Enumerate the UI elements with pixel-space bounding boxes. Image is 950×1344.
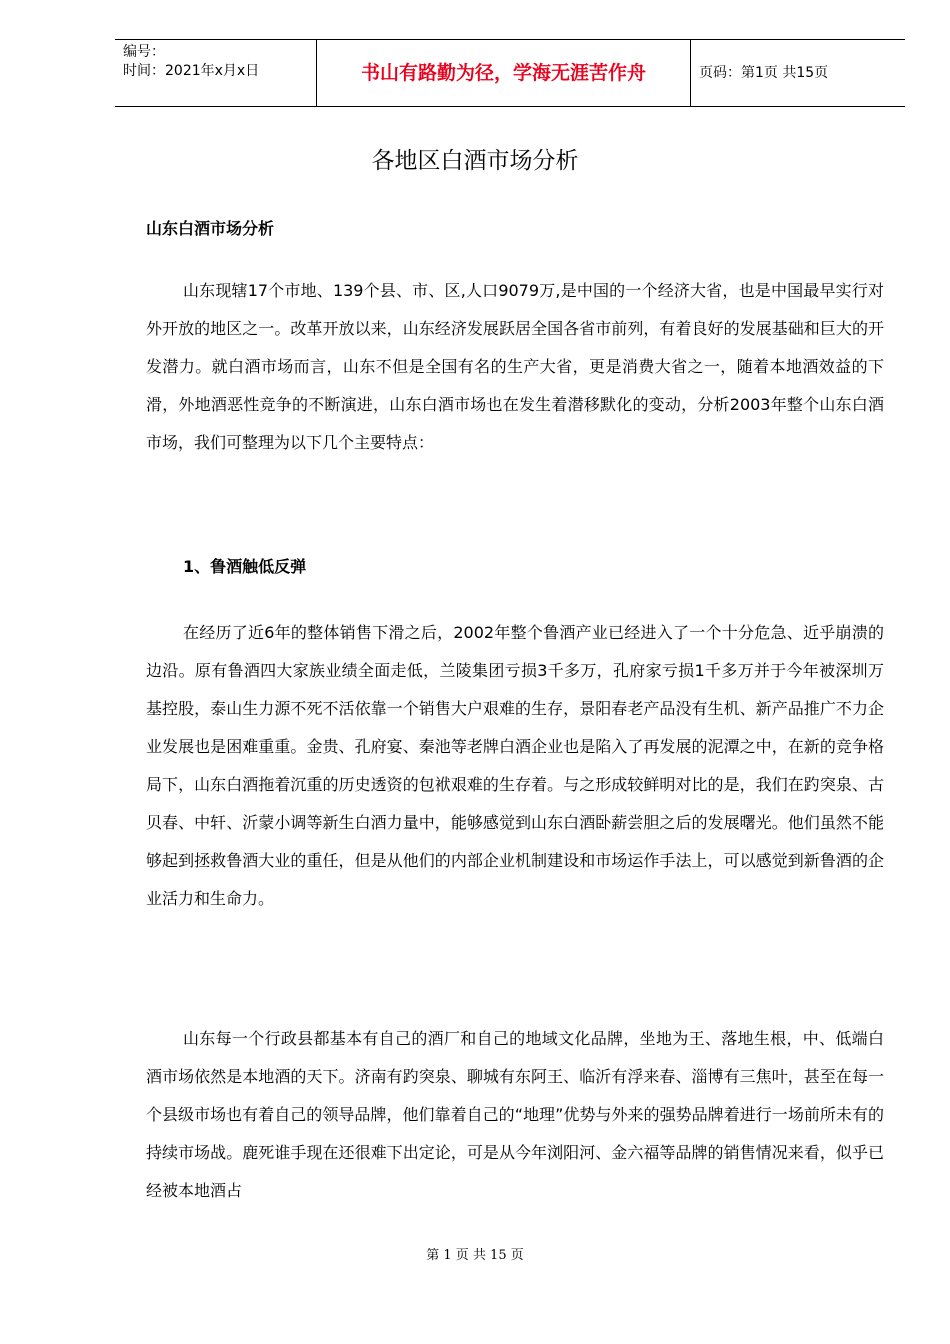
- document-title: 各地区白酒市场分析: [371, 148, 579, 174]
- paragraph-2: 在经历了近6年的整体销售下滑之后，2002年整个鲁酒产业已经进入了一个十分危急、近乎崩溃的边沿。原有鲁酒四大家族业绩全面走低，兰陵集团亏损3千多万，孔府家亏损1千多万并于今年被深圳万基控股，泰山生力源不死不活依靠一个销售大户艰难的生存，景阳春老产品没有生机、新产品推广不力企业发展也是困难重重。金贵、孔府宴、秦池等老牌白酒企业也是陷入了再发展的泥潭之中，在新的竞争格局下，山东白酒拖着沉重的历史透资的包袱艰难的生存着。与之形成较鲜明对比的是，我们在趵突泉、古贝春、中轩、沂蒙小调等新生白酒力量中，能够感觉到山东白酒卧薪尝胆之后的发展曙光。他们虽然不能够起到拯救鲁酒大业的重任，但是从他们的内部企业机制建设和市场运作手法上，可以感觉到新鲁酒的企业活力和生命力。: [146, 623, 884, 908]
- header-meta: [115, 40, 317, 106]
- section-title: 山东白酒市场分析: [146, 219, 275, 238]
- page-footer: 第 1 页 共 15 页: [426, 1248, 524, 1263]
- paragraph-3: 山东每一个行政县都基本有自己的酒厂和自己的地域文化品牌，坐地为王、落地生根，中、低端白酒市场依然是本地酒的天下。济南有趵突泉、聊城有东阿王、临沂有浮来春、淄博有三焦叶，甚至在每一个县级市场也有着自己的领导品牌，他们靠着自己的“地理”优势与外来的强势品牌着进行一场前所未有的持续市场战。鹿死谁手现在还很难下出定论，可是从今年浏阳河、金六福等品牌的销售情况来看，似乎已经被本地酒占: [146, 1029, 884, 1200]
- intro-paragraph: 山东现辖17个市地、139个县、市、区,人口9079万,是中国的一个经济大省，也是中国最早实行对外开放的地区之一。改革开放以来，山东经济发展跃居全国各省市前列，有着良好的发展基础和巨大的开发潜力。就白酒市场而言，山东不但是全国有名的生产大省，更是消费大省之一，随着本地酒效益的下滑，外地酒恶性竞争的不断演进，山东白酒市场也在发生着潜移默化的变动，分析2003年整个山东白酒市场，我们可整理为以下几个主要特点：: [146, 281, 884, 452]
- time-label: 时间：2021年x月x日: [123, 63, 260, 79]
- header-page-label: 页码：第1页 共15页: [699, 65, 829, 81]
- number-label: 编号：: [123, 44, 165, 60]
- subsection-title: 1、鲁酒触低反弹: [183, 557, 307, 576]
- header-motto: 书山有路勤为径，学海无涯苦作舟: [317, 40, 691, 106]
- page-header: [115, 39, 905, 107]
